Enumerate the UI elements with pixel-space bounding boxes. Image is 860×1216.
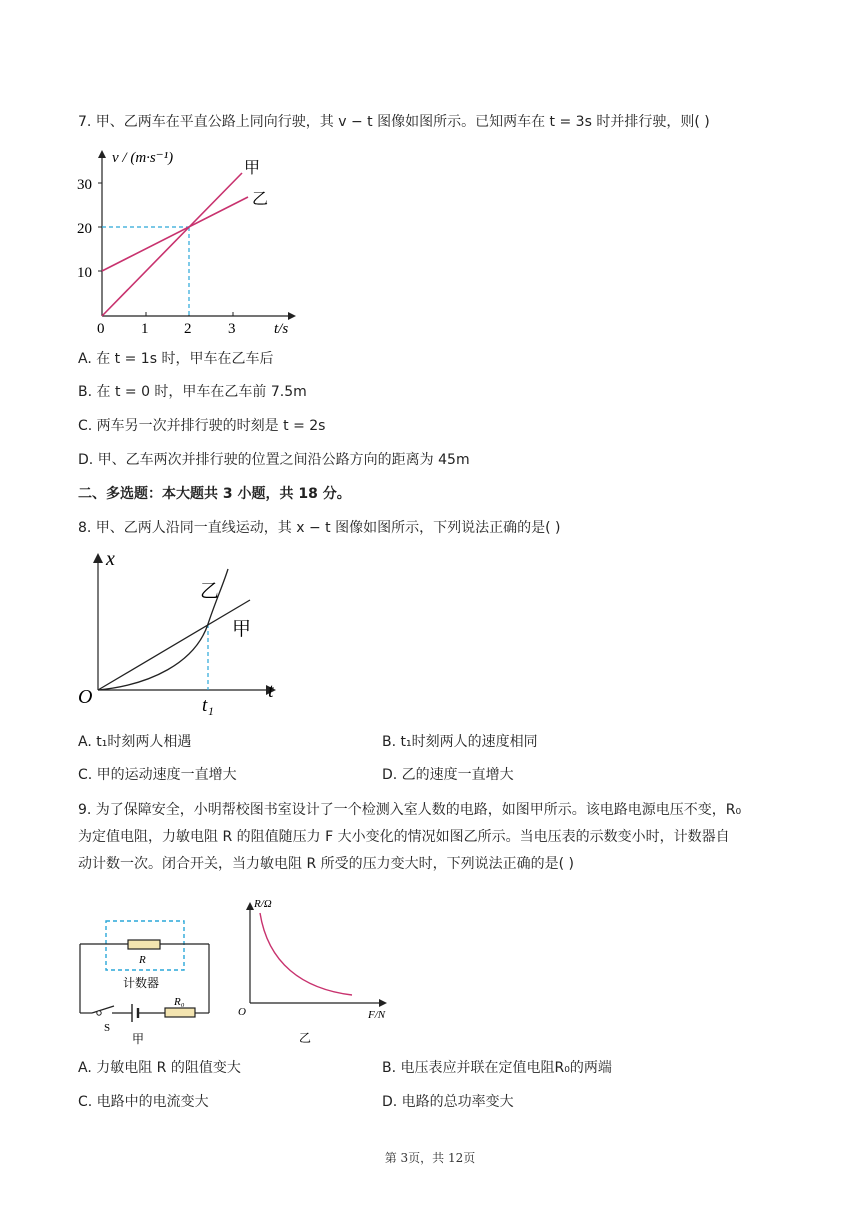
q9-stem-line-2: 为定值电阻，力敏电阻 R 的阻值随压力 F 大小变化的情况如图乙所示。当电压表的示数变小时，计数器自 bbox=[78, 829, 730, 845]
q7-option-d: D. 甲、乙车两次并排行驶的位置之间沿公路方向的距离为 45m bbox=[78, 452, 470, 468]
q8-ylabel: x bbox=[106, 548, 115, 570]
q9-option-a: A. 力敏电阻 R 的阻值变大 bbox=[78, 1060, 241, 1076]
q7-xtick-1: 1 bbox=[141, 321, 149, 337]
q7-ytick-20: 20 bbox=[77, 221, 92, 237]
q7-label-jia: 甲 bbox=[244, 160, 261, 177]
q8-tick-t1: t₁ bbox=[202, 695, 214, 716]
q9-resistor-r0 bbox=[165, 1008, 195, 1017]
q9-graph-xlabel: F/N bbox=[368, 1009, 386, 1021]
q8-label-jia: 甲 bbox=[232, 619, 252, 640]
q9-stem bbox=[78, 797, 790, 878]
q8-label-yi: 乙 bbox=[200, 581, 220, 602]
q7-option-b: B. 在 t = 0 时，甲车在乙车前 7.5m bbox=[78, 384, 307, 400]
q8-option-d: D. 乙的速度一直增大 bbox=[382, 767, 514, 783]
q7-option-c: C. 两车另一次并排行驶的时刻是 t = 2s bbox=[78, 418, 326, 434]
q9-rf-graph bbox=[232, 895, 397, 1050]
q9-stem-line-3: 动计数一次。闭合开关，当力敏电阻 R 所受的压力变大时，下列说法正确的是( ) bbox=[78, 856, 574, 872]
q7-line-yi bbox=[102, 197, 248, 271]
q7-ylabel: v / (m·s⁻¹) bbox=[112, 150, 174, 166]
q9-option-d: D. 电路的总功率变大 bbox=[382, 1094, 514, 1110]
q7-xlabel: t/s bbox=[274, 321, 289, 337]
q8-stem: 8. 甲、乙两人沿同一直线运动，其 x − t 图像如图所示，下列说法正确的是( ) bbox=[78, 520, 561, 536]
q9-stem-line-1: 9. 为了保障安全，小明帮校图书室设计了一个检测入室人数的电路，如图甲所示。该电路电源电压不变，R₀ bbox=[78, 802, 742, 818]
q8-xlabel: t bbox=[268, 680, 274, 702]
q9-option-c: C. 电路中的电流变大 bbox=[78, 1094, 209, 1110]
q7-stem: 7. 甲、乙两车在平直公路上同向行驶，其 v − t 图像如图所示。已知两车在 t = 3s 时并排行驶，则( ) bbox=[78, 114, 710, 130]
q7-ytick-10: 10 bbox=[77, 265, 92, 281]
q9-caption-yi: 乙 bbox=[299, 1031, 312, 1045]
q9-label-counter: 计数器 bbox=[123, 976, 160, 990]
q7-xtick-3: 3 bbox=[228, 321, 236, 337]
q7-option-a: A. 在 t = 1s 时，甲车在乙车后 bbox=[78, 351, 274, 367]
q7-line-jia bbox=[102, 173, 242, 316]
q9-switch bbox=[92, 1006, 114, 1013]
q7-xtick-2: 2 bbox=[184, 321, 192, 337]
q8-option-a: A. t₁时刻两人相遇 bbox=[78, 734, 192, 750]
q9-axes bbox=[246, 902, 387, 1007]
q9-graph-origin: O bbox=[238, 1006, 246, 1018]
page-footer: 第 3页，共 12页 bbox=[384, 1151, 476, 1165]
q7-ytick-30: 30 bbox=[77, 177, 92, 193]
q9-curve-r bbox=[260, 913, 352, 995]
q9-graph-ylabel: R/Ω bbox=[254, 898, 272, 910]
q8-option-c: C. 甲的运动速度一直增大 bbox=[78, 767, 237, 783]
q9-label-s: S bbox=[104, 1022, 111, 1034]
q8-line-jia bbox=[98, 600, 250, 690]
q9-option-b: B. 电压表应并联在定值电阻R₀的两端 bbox=[382, 1060, 612, 1076]
section-title: 二、多选题：本大题共 3 小题，共 18 分。 bbox=[78, 486, 351, 502]
q9-caption-jia: 甲 bbox=[132, 1032, 145, 1046]
q8-xt-graph bbox=[70, 545, 290, 720]
q7-origin: 0 bbox=[97, 321, 105, 337]
q9-resistor-r bbox=[128, 940, 160, 949]
q7-vt-graph bbox=[70, 140, 310, 340]
q9-circuit-diagram bbox=[72, 915, 222, 1050]
q7-label-yi: 乙 bbox=[252, 191, 269, 208]
q9-label-r: R bbox=[139, 954, 146, 966]
q7-axes bbox=[98, 150, 296, 320]
q9-label-r0: R₀ bbox=[174, 996, 185, 1008]
q8-origin: O bbox=[78, 686, 93, 708]
q8-option-b: B. t₁时刻两人的速度相同 bbox=[382, 734, 538, 750]
